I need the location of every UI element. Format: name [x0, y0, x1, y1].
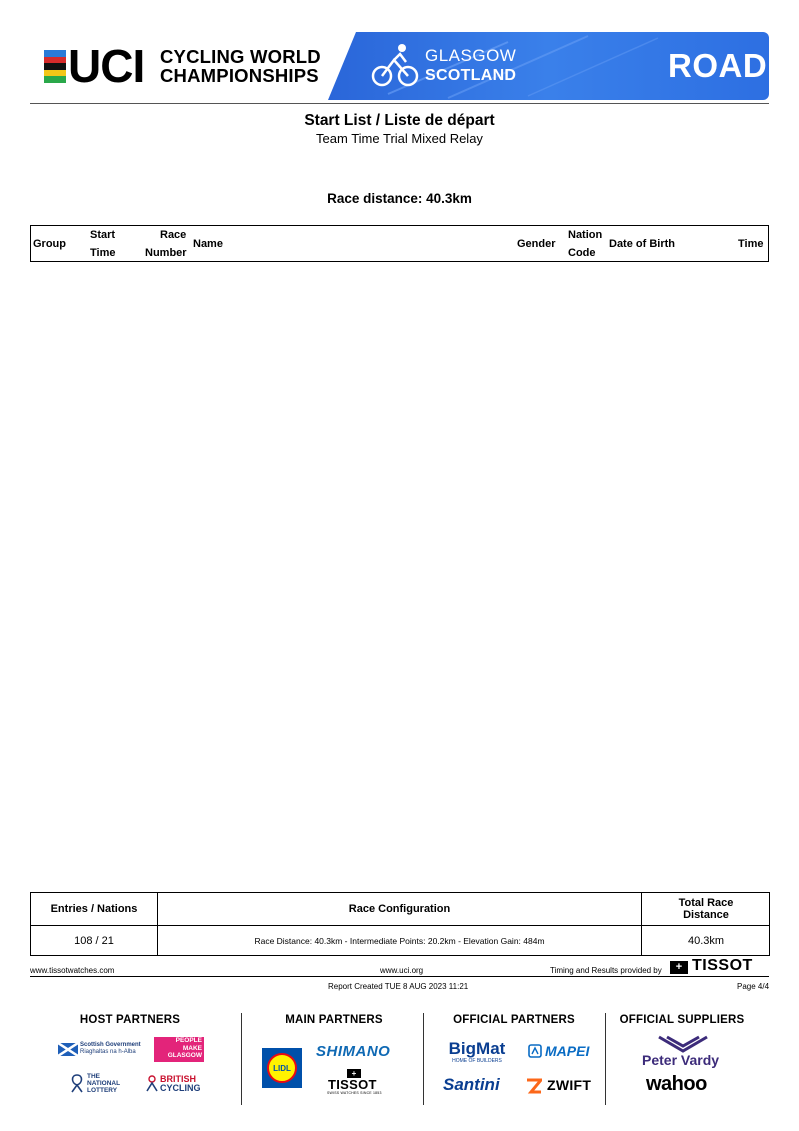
summary-total-header-line1: Total Race	[678, 897, 734, 909]
discipline-label: ROAD	[668, 47, 768, 84]
timing-credit: Timing and Results provided by	[550, 966, 662, 975]
footer-divider	[30, 976, 769, 977]
summary-entries-header: Entries / Nations	[50, 903, 138, 915]
santini-logo: Santini	[443, 1075, 500, 1094]
page-title: Start List / Liste de départ	[304, 112, 495, 129]
col-start-time-2: Time	[90, 247, 116, 259]
col-race-number-2: Number	[145, 247, 187, 259]
saltire-flag-icon	[58, 1043, 78, 1056]
bigmat-logo	[447, 1040, 507, 1068]
lidl-logo-text: LIDL	[267, 1053, 297, 1083]
wahoo-logo: wahoo	[646, 1073, 707, 1095]
event-name: Team Time Trial Mixed Relay	[316, 131, 483, 146]
people-make-glasgow-line1: PEOPLE	[175, 1037, 202, 1044]
tissot-tagline: SWISS WATCHES SINCE 1853	[327, 1091, 382, 1095]
partners-separator	[605, 1013, 606, 1105]
col-gender: Gender	[517, 238, 556, 250]
scottish-government-line1: Scottish Government	[80, 1042, 141, 1048]
host-city: GLASGOW	[425, 46, 517, 65]
report-created: Report Created TUE 8 AUG 2023 11:21	[328, 982, 469, 991]
partners-separator	[241, 1013, 242, 1105]
header-divider	[30, 103, 769, 104]
national-lottery-line1: THE	[87, 1073, 100, 1080]
summary-config-header: Race Configuration	[348, 903, 451, 915]
zwift-icon	[526, 1078, 542, 1094]
col-time: Time	[738, 238, 764, 250]
col-date-of-birth: Date of Birth	[609, 238, 675, 250]
tissot-cross-icon: +	[347, 1069, 361, 1078]
summary-entries-value: 108 / 21	[74, 935, 114, 947]
british-cycling-line2: CYCLING	[160, 1083, 201, 1093]
col-nation-code-1: Nation	[568, 229, 603, 241]
shimano-logo: SHIMANO	[316, 1043, 391, 1060]
people-make-glasgow-logo	[154, 1037, 204, 1062]
uci-url[interactable]: www.uci.org	[380, 966, 424, 975]
championship-title	[160, 47, 321, 85]
summary-total-header-line2: Distance	[683, 909, 729, 921]
host-partners-heading: HOST PARTNERS	[79, 1014, 181, 1026]
bigmat-logo-text: BigMat	[448, 1039, 506, 1058]
scottish-government-line2: Riaghaltas na h-Alba	[80, 1049, 136, 1055]
host-country: SCOTLAND	[425, 67, 517, 84]
zwift-logo: ZWIFT	[547, 1077, 592, 1093]
col-group: Group	[33, 238, 66, 250]
summary-config-value: Race Distance: 40.3km - Intermediate Points: 20.2km - Elevation Gain: 484m	[254, 936, 545, 946]
summary-table	[30, 892, 770, 956]
national-lottery-icon	[68, 1073, 86, 1093]
national-lottery-line2: NATIONAL	[87, 1080, 121, 1087]
tissot-cross-icon: +	[670, 961, 688, 974]
page-number: Page 4/4	[737, 982, 770, 991]
tissot-url[interactable]: www.tissotwatches.com	[30, 966, 115, 975]
people-make-glasgow-line3: GLASGOW	[167, 1052, 202, 1059]
uci-rainbow-stripes	[44, 50, 66, 83]
official-partners-heading: OFFICIAL PARTNERS	[453, 1014, 575, 1026]
championship-title-line1: CYCLING WORLD	[160, 46, 321, 67]
col-name: Name	[193, 238, 223, 250]
championship-title-line2: CHAMPIONSHIPS	[160, 65, 319, 86]
national-lottery-line3: LOTTERY	[87, 1087, 118, 1094]
start-list-header	[30, 225, 769, 262]
tissot-timing-logo: TISSOT	[692, 957, 753, 974]
col-nation-code-2: Code	[568, 247, 596, 259]
british-cycling-line1: BRITISH	[160, 1074, 196, 1084]
main-partners-heading: MAIN PARTNERS	[285, 1014, 383, 1026]
col-start-time-1: Start	[90, 229, 116, 241]
mapei-icon	[528, 1044, 542, 1058]
summary-total-header	[642, 893, 770, 925]
uci-logo-word: UCI	[68, 40, 145, 92]
tissot-logo: TISSOT	[328, 1077, 377, 1092]
peter-vardy-logo: Peter Vardy	[642, 1052, 720, 1068]
bigmat-tagline: HOME OF BUILDERS	[452, 1058, 502, 1064]
summary-total-value: 40.3km	[687, 935, 725, 947]
scottish-government-logo	[80, 1042, 141, 1056]
partners-separator	[423, 1013, 424, 1105]
official-suppliers-heading: OFFICIAL SUPPLIERS	[619, 1014, 745, 1026]
race-distance: Race distance: 40.3km	[327, 191, 472, 206]
national-lottery-logo	[87, 1073, 120, 1094]
cyclist-icon	[370, 42, 420, 90]
british-cycling-logo	[160, 1075, 201, 1093]
peter-vardy-icon	[657, 1035, 709, 1053]
british-cycling-icon	[145, 1075, 159, 1093]
mapei-logo: MAPEI	[545, 1043, 590, 1059]
lidl-logo	[262, 1048, 302, 1088]
people-make-glasgow-line2: MAKE	[182, 1044, 202, 1052]
col-race-number-1: Race	[160, 229, 187, 241]
